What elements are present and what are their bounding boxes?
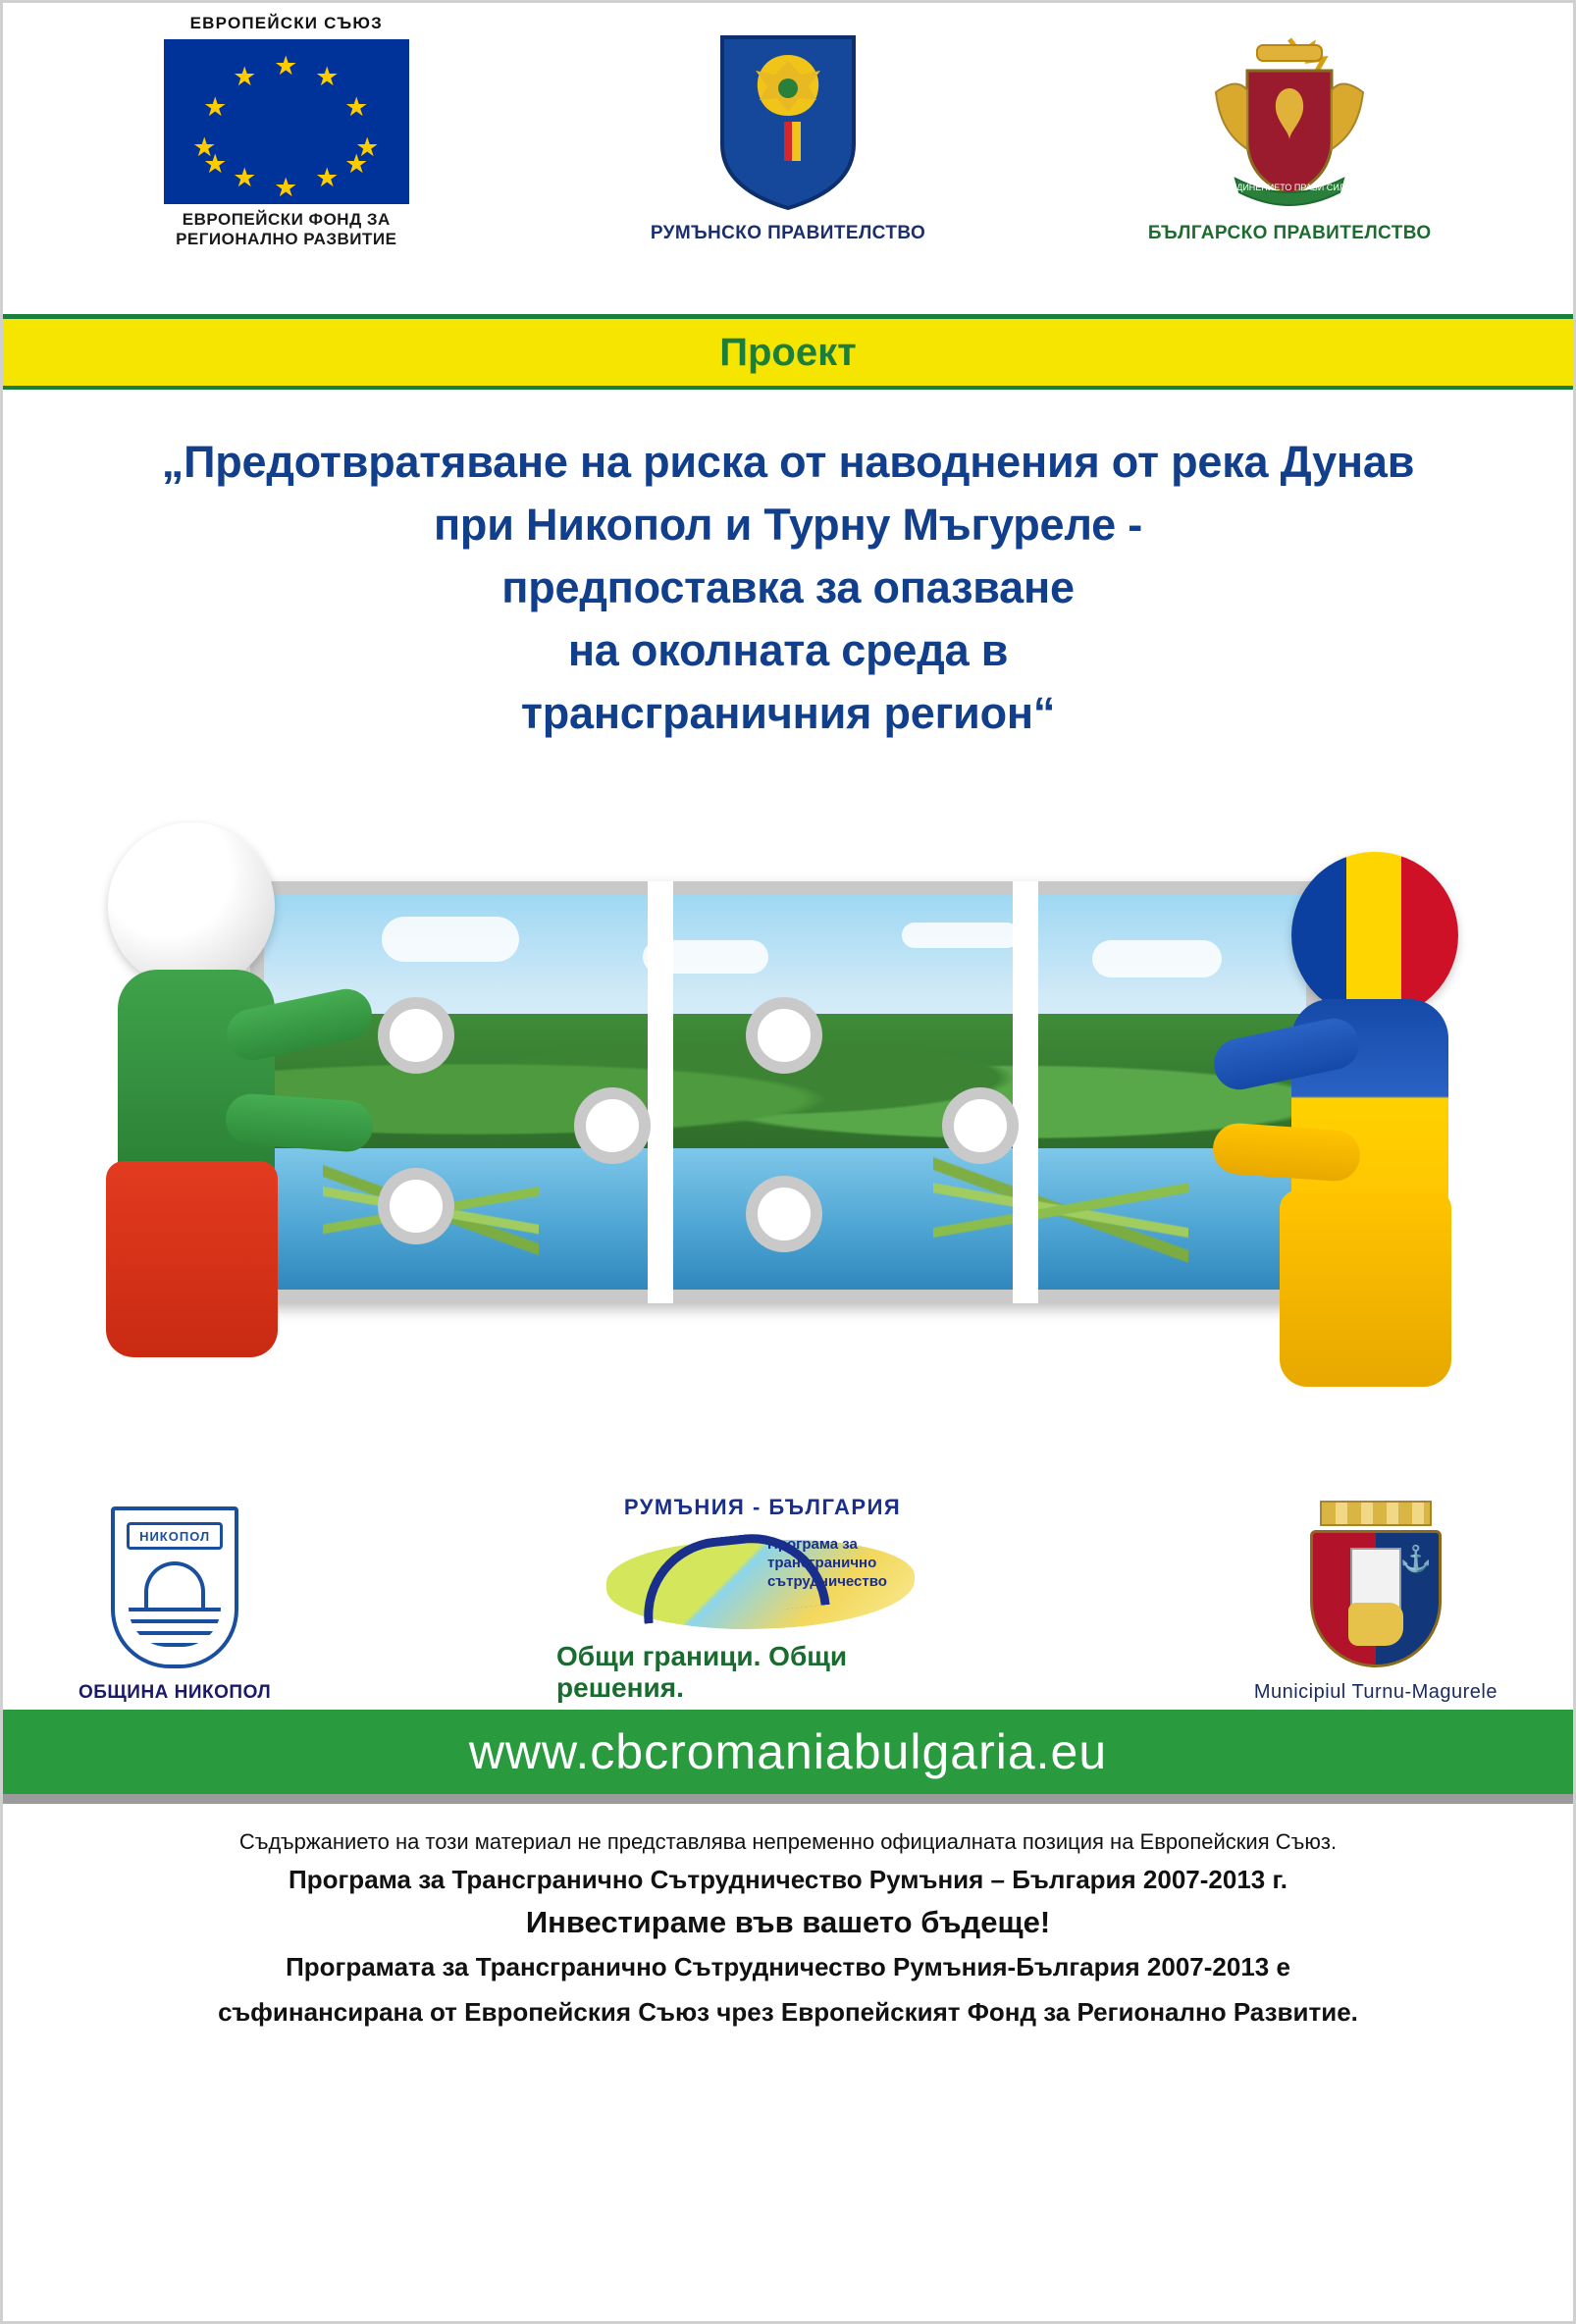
- project-title: [0, 390, 1576, 754]
- svg-text:СЪЕДИНЕНИЕТО ПРАВИ СИЛАТА: СЪЕДИНЕНИЕТО ПРАВИ СИЛАТА: [1218, 183, 1362, 192]
- cbc-subtitle-line3: сътрудничество: [767, 1572, 887, 1590]
- cbc-bridge-icon: [601, 1522, 924, 1635]
- puzzle-illustration: [0, 764, 1576, 1441]
- turnu-magurele-logo: [1254, 1501, 1497, 1704]
- project-banner: [0, 319, 1576, 390]
- project-title-line-2: при Никопол и Турну Мъгуреле -: [433, 499, 1143, 550]
- figure-head-left: [108, 822, 275, 989]
- bulgaria-government-caption: БЪЛГАРСКО ПРАВИТЕЛСТВО: [1147, 223, 1432, 243]
- header: [0, 0, 1576, 314]
- nikopol-crest-label: НИКОПОЛ: [127, 1522, 223, 1550]
- puzzle-notch-icon: [942, 1087, 1019, 1164]
- website-url[interactable]: www.cbcromaniabulgaria.eu: [468, 1724, 1108, 1780]
- bulgaria-crest-icon: [1196, 31, 1383, 213]
- eu-flag-icon: ★ ★ ★ ★ ★ ★ ★ ★ ★ ★ ★ ★: [164, 39, 409, 204]
- project-title-line-5: трансграничния регион“: [520, 687, 1056, 738]
- nikopol-crest-icon: [111, 1506, 238, 1668]
- footer-financing-line1: Програмата за Трансгранично Сътрудничество Румъния-България 2007-2013 е: [286, 1952, 1290, 1982]
- footer: [0, 1804, 1576, 2324]
- anchor-icon: ⚓: [1399, 1544, 1432, 1574]
- puzzle-gap-1: [648, 881, 673, 1303]
- cloud-shape: [382, 917, 519, 962]
- romania-crest-icon: [714, 31, 862, 213]
- figure-arm-left-lower: [224, 1092, 374, 1153]
- figure-head-right: [1291, 852, 1458, 1019]
- cbc-subtitle-line2: трансгранично: [767, 1555, 877, 1572]
- footer-disclaimer: Съдържанието на този материал не представлява непременно официалната позиция на Европейския Съюз.: [238, 1829, 1338, 1855]
- lion-icon: [1348, 1603, 1403, 1646]
- eu-fund-caption-line2: РЕГИОНАЛНО РАЗВИТИЕ: [176, 229, 397, 248]
- project-title-line-3: предпоставка за опазване: [501, 561, 1075, 612]
- cbc-programme-logo: [556, 1495, 969, 1704]
- footer-slogan: Инвестираме във вашето бъдеще!: [525, 1905, 1051, 1940]
- turnu-magurele-caption: Municipiul Turnu-Magurele: [1253, 1681, 1497, 1704]
- website-bar[interactable]: [0, 1704, 1576, 1794]
- romania-government-caption: РУМЪНСКО ПРАВИТЕЛСТВО: [650, 223, 926, 243]
- figure-arm-right-lower: [1211, 1122, 1361, 1183]
- figure-legs-left: [106, 1161, 278, 1357]
- turnu-magurele-crest-icon: [1302, 1501, 1449, 1667]
- eu-logo-block: [39, 14, 534, 248]
- eu-fund-caption-line1: ЕВРОПЕЙСКИ ФОНД ЗА: [182, 210, 391, 229]
- bulgaria-figure: [59, 822, 353, 1401]
- reeds-right: [933, 1152, 1188, 1270]
- project-banner-label: Проект: [719, 330, 857, 374]
- romania-figure: [1233, 852, 1527, 1401]
- eu-fund-caption: [176, 210, 396, 248]
- puzzle-notch-icon: [746, 997, 822, 1074]
- puzzle-notch-icon: [574, 1087, 651, 1164]
- footer-financing-line2: съфинансирана от Европейския Съюз чрез Европейският Фонд за Регионално Развитие.: [218, 1996, 1358, 2027]
- eu-title: ЕВРОПЕЙСКИ СЪЮЗ: [189, 14, 383, 32]
- cbc-subtitle-line1: Програма за: [767, 1536, 858, 1554]
- nikopol-logo: [79, 1506, 271, 1704]
- partner-logos-row: [0, 1449, 1576, 1704]
- figure-legs-right: [1280, 1190, 1451, 1387]
- puzzle-notch-icon: [378, 1168, 454, 1244]
- figure-torso-left: [118, 970, 275, 1186]
- project-title-line-4: на околната среда в: [567, 624, 1009, 675]
- puzzle-notch-icon: [378, 997, 454, 1074]
- footer-divider: [0, 1794, 1576, 1804]
- bulgaria-government-block: [1042, 14, 1537, 244]
- puzzle-gap-2: [1013, 881, 1038, 1303]
- puzzle-notch-icon: [746, 1176, 822, 1252]
- cbc-slogan: Общи граници. Общи решения.: [556, 1641, 848, 1704]
- nikopol-caption: ОБЩИНА НИКОПОЛ: [79, 1682, 272, 1704]
- footer-programme: Програма за Трансгранично Сътрудничество Румъния – България 2007-2013 г.: [289, 1865, 1287, 1895]
- project-title-line-1: „Предотвратяване на риска от наводнения от река Дунав: [161, 437, 1415, 487]
- crest-mural-crown: [1320, 1501, 1432, 1526]
- romania-government-block: [541, 14, 1035, 244]
- cbc-programme-title: РУМЪНИЯ - БЪЛГАРИЯ: [623, 1495, 902, 1520]
- cbc-programme-subtitle: [767, 1536, 924, 1591]
- nikopol-crest-waves: [129, 1608, 221, 1647]
